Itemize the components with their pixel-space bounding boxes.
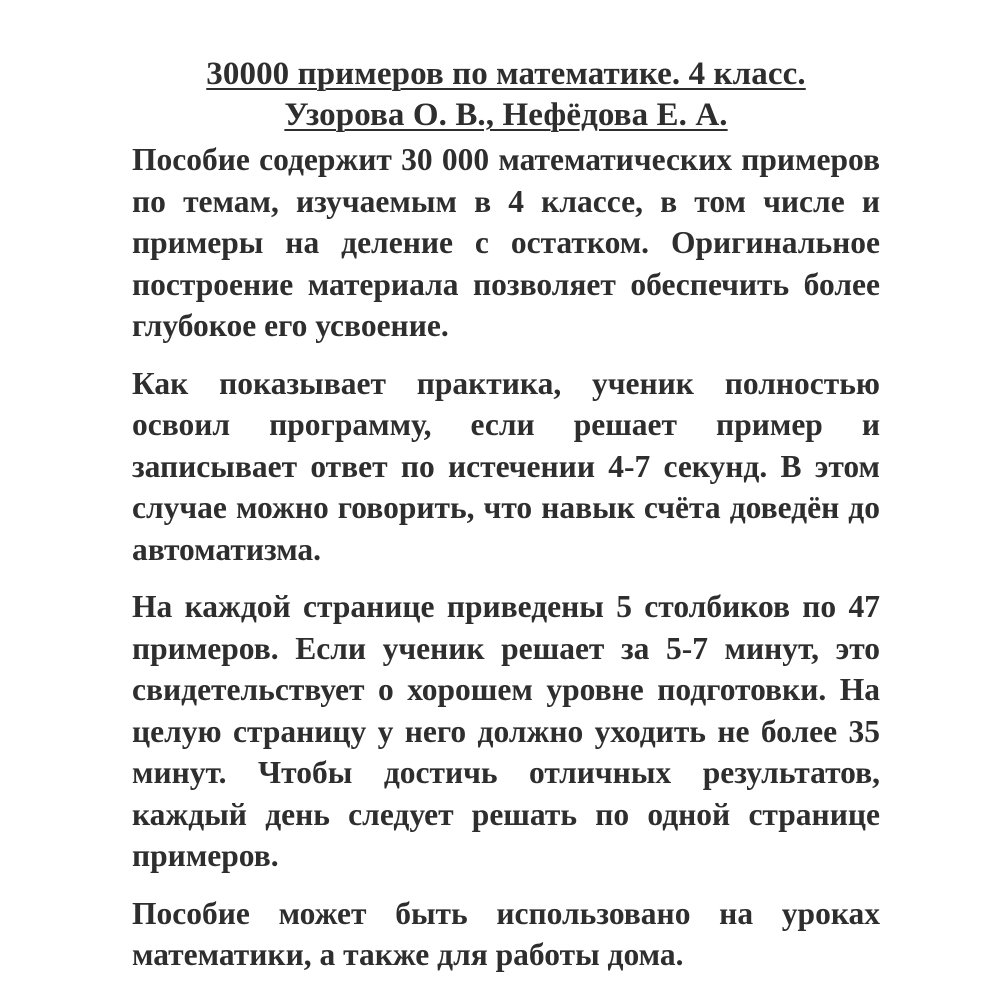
paragraph-page-structure: На каждой странице приведены 5 столбиков по 47 примеров. Если ученик решает за 5-7 минут, это свидетельствует о хорошем уровне подготовки. На целую страницу у него должно уходить не более 35 минут. Чтобы достичь отличных результатов, каждый день следует решать по одной странице примеров.: [132, 589, 880, 873]
document-title: [132, 54, 880, 136]
paragraph-practice: Как показывает практика, ученик полностью освоил программу, если решает пример и записывает ответ по истечении 4-7 секунд. В этом случае можно говорить, что навык счёта доведён до автоматизма.: [132, 365, 880, 567]
book-authors: Узорова О. В., Нефёдова Е. А.: [284, 97, 728, 133]
paragraph-description: Пособие содержит 30 000 математических примеров по темам, изучаемым в 4 классе, в том числе и примеры на деление с остатком. Оригинальное построение материала позволяет обеспечить более глубокое его усвоение.: [132, 142, 880, 343]
book-title: 30000 примеров по математике. 4 класс.: [206, 56, 806, 92]
document-page: [132, 54, 880, 992]
paragraph-usage: Пособие может быть использовано на уроках математики, а также для работы дома.: [132, 895, 880, 972]
